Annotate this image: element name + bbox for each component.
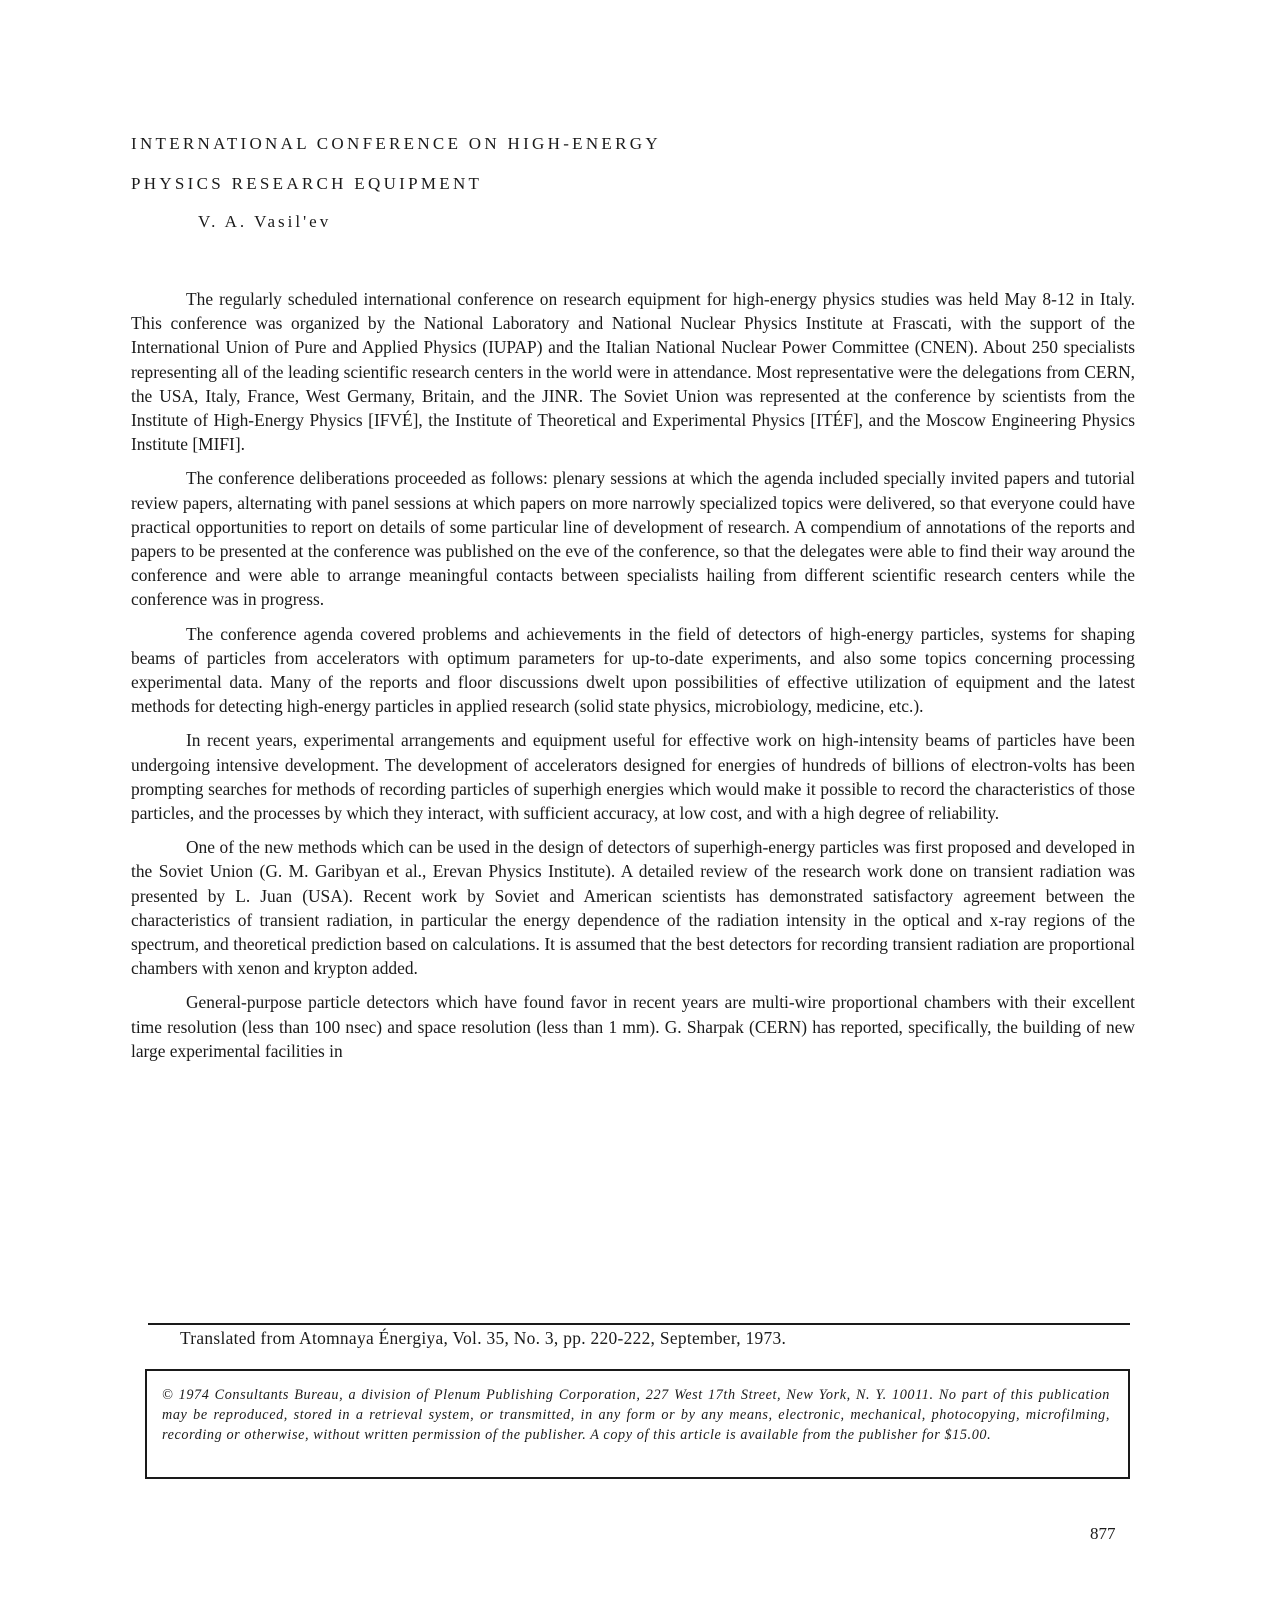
article-title [131,124,831,204]
copyright-notice-text: © 1974 Consultants Bureau, a division of Plenum Publishing Corporation, 227 West 17th Street, New York, N. Y. 10011. No part of this publication may be reproduced, stored in a retrieval system, or transmitted, in any form or by any means, electronic, mechanical, photocopying, microfilming, recording or otherwise, without written permission of the publisher. A copy of this article is available from the publisher for $15.00. [162,1387,1110,1443]
body-paragraph-2: The conference deliberations proceeded as follows: plenary sessions at which the agenda included specially invited papers and tutorial review papers, alternating with panel sessions at which papers on more narrowly specialized topics were delivered, so that everyone could have practical opportunities to report on details of some particular line of development of research. A compendium of annotations of the reports and papers to be presented at the conference was published on the eve of the conference, so that the delegates were able to find their way around the conference and were able to arrange meaningful contacts between specialists hailing from different scientific research centers while the conference was in progress. [131,468,1135,610]
article-author: V. A. Vasil'ev [198,212,332,231]
article-title-line-2: PHYSICS RESEARCH EQUIPMENT [131,174,483,193]
copyright-notice-box [145,1369,1130,1479]
body-paragraph-5: One of the new methods which can be used in the design of detectors of superhigh-energy particles was first proposed and developed in the Soviet Union (G. M. Garibyan et al., Erevan Physics Institute). A detailed review of the research work done on transient radiation was presented by L. Juan (USA). Recent work by Soviet and American scientists has demonstrated satisfactory agreement between the characteristics of transient radiation, in particular the energy dependence of the radiation intensity in the optical and x-ray regions of the spectrum, and theoretical prediction based on calculations. It is assumed that the best detectors for recording transient radiation are proportional chambers with xenon and krypton added. [131,837,1135,979]
body-paragraph-6: General-purpose particle detectors which have found favor in recent years are multi-wire proportional chambers with their excellent time resolution (less than 100 nsec) and space resolution (less than 1 mm). G. Sharpak (CERN) has reported, specifically, the building of new large experimental facilities in [131,992,1135,1061]
page-number: 877 [1090,1524,1116,1543]
translation-source-note: Translated from Atomnaya Énergiya, Vol. 35, No. 3, pp. 220-222, September, 1973. [180,1328,787,1348]
article-body [131,287,1135,1073]
body-paragraph-3: The conference agenda covered problems and achievements in the field of detectors of high-energy particles, systems for shaping beams of particles from accelerators with optimum parameters for up-to-date experiments, and also some topics concerning processing experimental data. Many of the reports and floor discussions dwelt upon possibilities of effective utilization of equipment and the latest methods for detecting high-energy particles in applied research (solid state physics, microbiology, medicine, etc.). [131,623,1135,717]
body-paragraph-4: In recent years, experimental arrangements and equipment useful for effective work on high-intensity beams of particles have been undergoing intensive development. The development of accelerators designed for energies of hundreds of billions of electron-volts has been prompting searches for methods of recording particles of superhigh energies which would make it possible to record the characteristics of those particles, and the processes by which they interact, with sufficient accuracy, at low cost, and with a high degree of reliability. [131,730,1135,824]
footnote-divider [148,1323,1130,1325]
body-paragraph-1: The regularly scheduled international conference on research equipment for high-energy physics studies was held May 8-12 in Italy. This conference was organized by the National Laboratory and National Nuclear Physics Institute at Frascati, with the support of the International Union of Pure and Applied Physics (IUPAP) and the Italian National Nuclear Power Committee (CNEN). About 250 specialists representing all of the leading scientific research centers in the world were in attendance. Most representative were the delegations from CERN, the USA, Italy, France, West Germany, Britain, and the JINR. The Soviet Union was represented at the conference by scientists from the Institute of High-Energy Physics [IFVÉ], the Institute of Theoretical and Experimental Physics [ITÉF], and the Moscow Engineering Physics Institute [MIFI]. [131,289,1135,455]
article-title-line-1: INTERNATIONAL CONFERENCE ON HIGH-ENERGY [131,134,661,153]
